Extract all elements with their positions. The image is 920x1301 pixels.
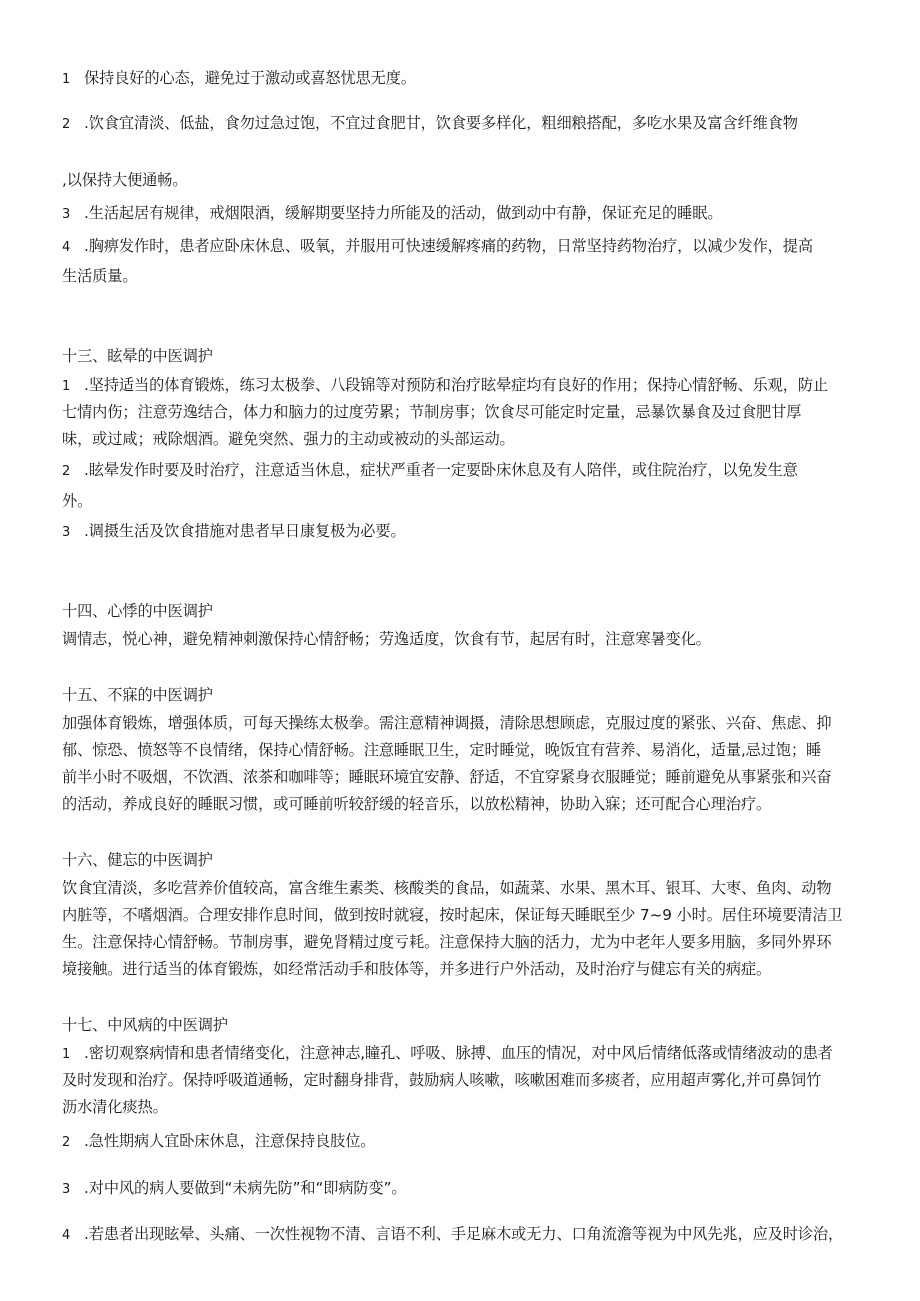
s15-line-2: 郁、惊恐、愤怒等不良情绪，保持心情舒畅。注意睡眠卫生，定时睡觉，晚饭宜有营养、易消化，适量,忌过饱；睡 xyxy=(62,741,822,759)
s13-item-2-cont: 外。 xyxy=(62,492,93,510)
section-heading-13: 十三、眩晕的中医调护 xyxy=(62,347,213,365)
s12-item-3 xyxy=(62,203,862,225)
s12-item-2 xyxy=(62,113,862,135)
list-number: 1 xyxy=(62,72,71,87)
list-number: 2 xyxy=(62,117,71,132)
s13-item-3 xyxy=(62,521,862,543)
s12-item-1-text: 保持良好的心态，避免过于激动或喜怒忧思无度。 xyxy=(84,69,416,87)
s17-item-2 xyxy=(62,1131,862,1153)
section-heading-14: 十四、心悸的中医调护 xyxy=(62,602,213,620)
s15-line-4: 的活动，养成良好的睡眠习惯，或可睡前听较舒缓的轻音乐，以放松精神，协助入寐；还可配合心理治疗。 xyxy=(62,795,772,813)
list-number: 4 xyxy=(62,1228,71,1243)
list-number: 1 xyxy=(62,379,71,394)
s17-item-1-cont-1: 及时发现和治疗。保持呼吸道通畅，定时翻身排背，鼓励病人咳嗽，咳嗽困难而多痰者，应用超声雾化,并可鼻饲竹 xyxy=(62,1071,822,1089)
s15-line-3: 前半小时不吸烟，不饮酒、浓茶和咖啡等；睡眠环境宜安静、舒适，不宜穿紧身衣服睡觉；睡前避免从事紧张和兴奋 xyxy=(62,768,832,786)
s16-line-3: 生。注意保持心情舒畅。节制房事，避免肾精过度亏耗。注意保持大脑的活力，尤为中老年人要多用脑，多同外界环 xyxy=(62,933,832,951)
s17-item-3 xyxy=(62,1178,862,1200)
s14-body: 调情志，悦心神，避免精神刺激保持心情舒畅；劳逸适度，饮食有节，起居有时，注意寒暑变化。 xyxy=(62,630,711,648)
s13-item-2 xyxy=(62,460,862,482)
list-number: 1 xyxy=(62,1047,71,1062)
list-number: 3 xyxy=(62,207,71,222)
s12-item-1 xyxy=(62,68,862,90)
s12-item-2-text: .饮食宜清淡、低盐，食勿过急过饱，不宜过食肥甘，饮食要多样化，粗细粮搭配，多吃水果及富含纤维食物 xyxy=(84,114,798,132)
s12-item-4-text: .胸痹发作时，患者应卧床休息、吸氧，并服用可快速缓解疼痛的药物，日常坚持药物治疗，以减少发作，提高 xyxy=(84,237,813,255)
s13-item-2-text: .眩晕发作时要及时治疗，注意适当休息，症状严重者一定要卧床休息及有人陪伴，或住院治疗，以免发生意 xyxy=(84,461,798,479)
s12-item-3-text: .生活起居有规律，戒烟限酒，缓解期要坚持力所能及的活动，做到动中有静，保证充足的睡眠。 xyxy=(84,204,723,222)
s17-item-1-text: .密切观察病情和患者情绪变化，注意神志,瞳孔、呼吸、脉搏、血压的情况，对中风后情绪低落或情绪波动的患者 xyxy=(84,1044,833,1062)
list-number: 4 xyxy=(62,240,71,255)
s16-line-2: 内脏等，不嗜烟酒。合理安排作息时间，做到按时就寝，按时起床，保证每天睡眠至少 7~9 小时。居住环境要清洁卫 xyxy=(62,906,843,924)
section-heading-17: 十七、中风病的中医调护 xyxy=(62,1016,228,1034)
s12-item-2-cont: ,以保持大便通畅。 xyxy=(62,171,188,189)
s17-item-1-cont-2: 沥水清化痰热。 xyxy=(62,1098,168,1116)
section-heading-15: 十五、不寐的中医调护 xyxy=(62,686,213,704)
s17-item-1 xyxy=(62,1043,862,1065)
s13-item-1-text: .坚持适当的体育锻炼，练习太极拳、八段锦等对预防和治疗眩晕症均有良好的作用；保持心情舒畅、乐观，防止 xyxy=(84,376,829,394)
s17-item-4-text: .若患者出现眩晕、头痛、一次性视物不清、言语不利、手足麻木或无力、口角流澹等视为中风先兆，应及时诊治， xyxy=(84,1225,844,1243)
s13-item-3-text: .调摄生活及饮食措施对患者早日康复极为必要。 xyxy=(84,522,406,540)
s13-item-1-cont-2: 味，或过咸；戒除烟酒。避免突然、强力的主动或被动的头部运动。 xyxy=(62,430,515,448)
s13-item-1-cont-1: 七情内伤；注意劳逸结合，体力和脑力的过度劳累；节制房事；饮食尽可能定时定量，忌暴饮暴食及过食肥甘厚 xyxy=(62,403,802,421)
s12-item-4-cont: 生活质量。 xyxy=(62,267,138,285)
s17-item-4 xyxy=(62,1224,862,1246)
s16-line-4: 境接触。进行适当的体育锻炼，如经常活动手和肢体等，并多进行户外活动，及时治疗与健忘有关的病症。 xyxy=(62,960,772,978)
list-number: 3 xyxy=(62,525,71,540)
s13-item-1 xyxy=(62,375,862,397)
list-number: 2 xyxy=(62,1135,71,1150)
s15-line-1: 加强体育锻炼，增强体质，可每天操练太极拳。需注意精神调摄，清除思想顾虑，克服过度的紧张、兴奋、焦虑、抑 xyxy=(62,714,832,732)
s17-item-3-text: .对中风的病人要做到“未病先防”和“即病防变”。 xyxy=(84,1179,407,1197)
list-number: 3 xyxy=(62,1182,71,1197)
s12-item-4 xyxy=(62,236,862,258)
s17-item-2-text: .急性期病人宜卧床休息，注意保持良肢位。 xyxy=(84,1132,376,1150)
s16-line-1: 饮食宜清淡，多吃营养价值较高，富含维生素类、核酸类的食品，如蔬菜、水果、黑木耳、银耳、大枣、鱼肉、动物 xyxy=(62,879,832,897)
section-heading-16: 十六、健忘的中医调护 xyxy=(62,851,213,869)
list-number: 2 xyxy=(62,464,71,479)
